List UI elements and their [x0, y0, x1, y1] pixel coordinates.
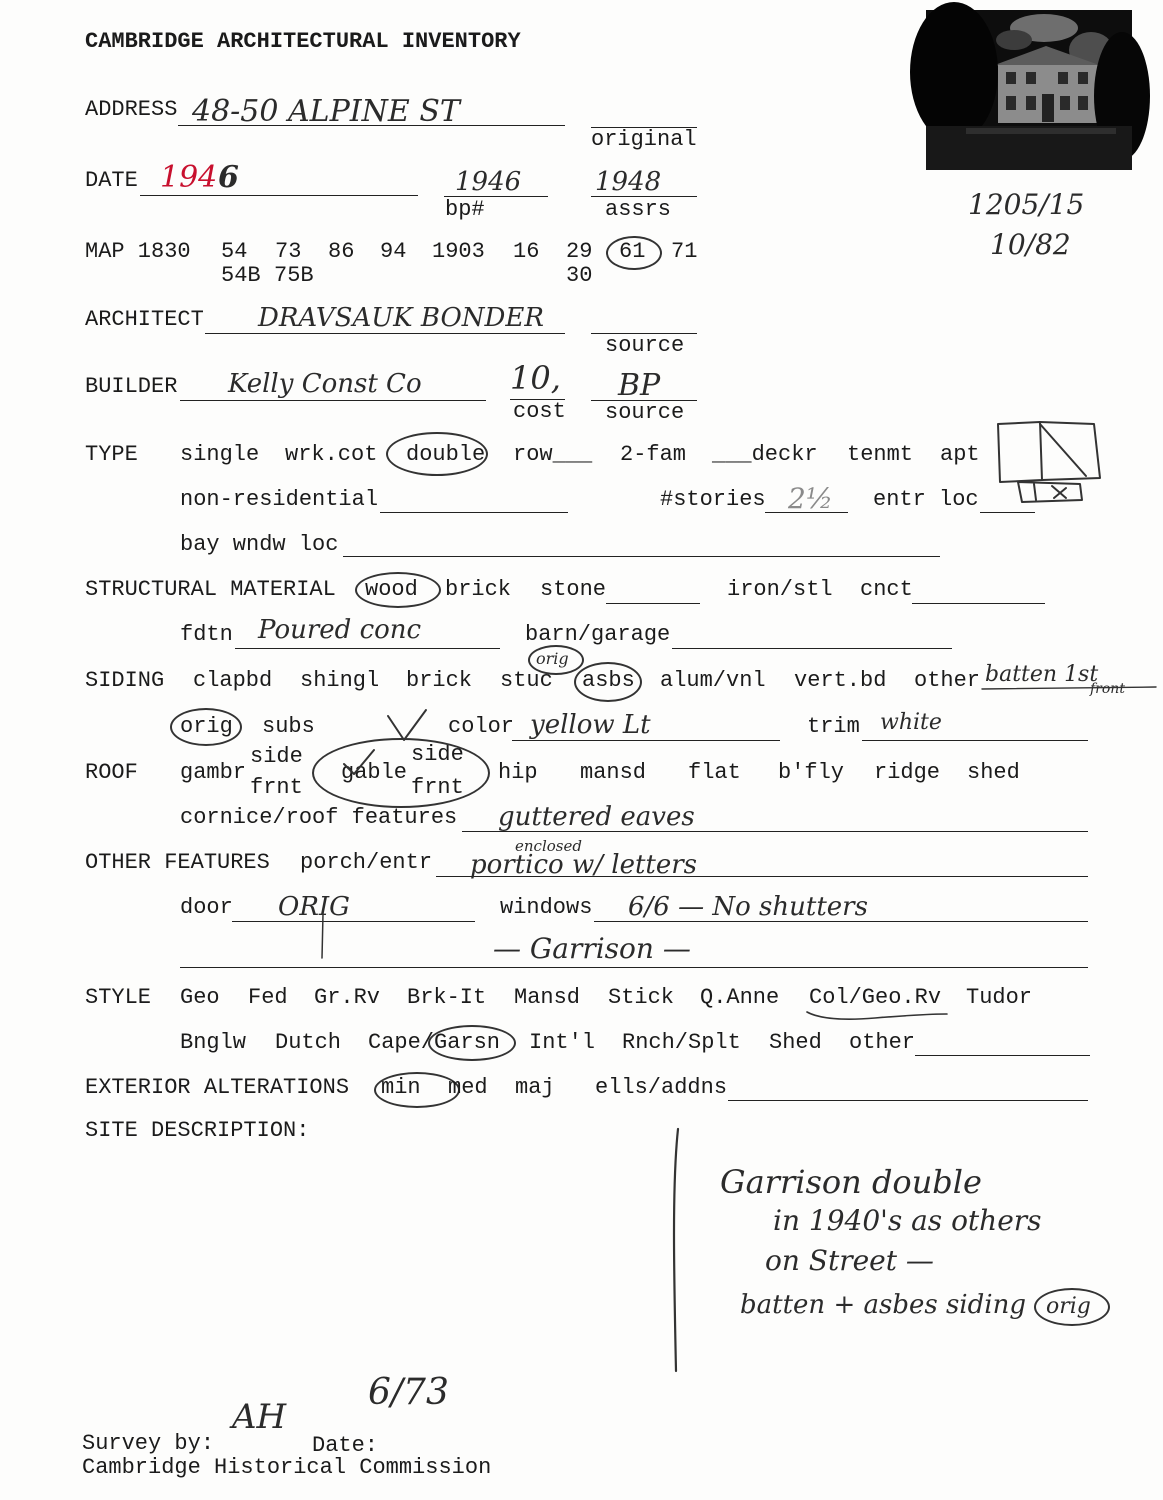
map-year: 16	[513, 239, 540, 264]
stone-line	[606, 603, 700, 604]
siding-option: shingl	[300, 668, 380, 693]
photo-note-ref: 1205/15	[968, 188, 1085, 221]
roof-gambr-side: side	[250, 744, 303, 769]
style-option: Fed	[248, 985, 288, 1010]
map-year: 73	[275, 239, 302, 264]
roof-option: mansd	[580, 760, 647, 785]
style-option: Garsn	[434, 1030, 501, 1055]
structural-option: stone	[540, 577, 607, 602]
roof-option: gambr	[180, 760, 247, 785]
site-note-circled: orig	[1046, 1294, 1091, 1319]
map-61-circle	[606, 236, 662, 270]
bay-window-label: bay wndw loc	[180, 532, 339, 557]
structural-option: brick	[445, 577, 512, 602]
survey-date-label: Date:	[312, 1433, 379, 1458]
garsn-circle	[428, 1025, 516, 1061]
date-line	[140, 195, 418, 196]
roof-gable-frnt: frnt	[411, 775, 464, 800]
type-option: ___deckr	[712, 442, 818, 467]
stuc-note: orig	[536, 649, 569, 668]
style-option: Bnglw	[180, 1030, 247, 1055]
door-value: ORIG	[278, 892, 350, 922]
date-value: 194	[160, 160, 218, 195]
bp-label: bp#	[445, 197, 485, 222]
type-option: row___	[513, 442, 593, 467]
stories-value: 2½	[788, 482, 833, 515]
assrs-value: 1948	[595, 167, 662, 197]
siding-option: clapbd	[193, 668, 273, 693]
door-line	[232, 921, 475, 922]
cost-label: cost	[513, 399, 566, 424]
color-line	[512, 740, 780, 741]
house-photo	[926, 10, 1132, 170]
style-option: Rnch/Splt	[622, 1030, 741, 1055]
alteration-option: med	[448, 1075, 488, 1100]
map-year: 54	[221, 239, 248, 264]
architect-line	[205, 333, 565, 334]
entr-loc-label: entr loc	[873, 487, 979, 512]
structural-option: wood	[365, 577, 418, 602]
siding-option: asbs	[582, 668, 635, 693]
survey-date-value: 6/73	[368, 1372, 449, 1413]
trim-label: trim	[807, 714, 860, 739]
siding-option: stuc	[500, 668, 553, 693]
map-year: 1903	[432, 239, 485, 264]
site-note: batten + asbes siding	[740, 1290, 1026, 1320]
porch-value: portico w/ letters	[470, 850, 698, 880]
siding-option: alum/vnl	[660, 668, 766, 693]
map-label: MAP 1830	[85, 239, 191, 264]
architect-value: DRAVSAUK BONDER	[258, 303, 544, 333]
surveyor-initials: AH	[232, 1397, 287, 1437]
site-note: on Street —	[765, 1244, 934, 1277]
structural-label: STRUCTURAL MATERIAL	[85, 577, 336, 602]
windows-label: windows	[500, 895, 593, 920]
barn-garage-line	[672, 648, 952, 649]
map-year: 29	[566, 239, 593, 264]
extra-features-value: — Garrison —	[493, 932, 691, 965]
ells-addns-line	[728, 1100, 1088, 1101]
map-year: 61	[619, 239, 646, 264]
fdtn-label: fdtn	[180, 622, 233, 647]
color-label: color	[448, 714, 515, 739]
date-label: DATE	[85, 168, 138, 193]
siding-other-line	[980, 680, 1158, 696]
door-stroke	[318, 912, 328, 962]
roof-gable-side: side	[411, 742, 464, 767]
style-other-line	[915, 1055, 1090, 1056]
style-option: Mansd	[514, 985, 581, 1010]
original-label: original	[591, 127, 697, 152]
date-value-overwrite: 6	[218, 160, 239, 195]
roof-option: gable	[341, 760, 408, 785]
roof-option: b'fly	[778, 760, 845, 785]
builder-label: BUILDER	[85, 374, 178, 399]
ells-addns-label: ells/addns	[595, 1075, 728, 1100]
stories-label: #stories	[660, 487, 766, 512]
type-option: double	[406, 442, 486, 467]
other-features-label: OTHER FEATURES	[85, 850, 270, 875]
roof-option: ridge	[874, 760, 941, 785]
type-option: 2-fam	[620, 442, 687, 467]
color-value: yellow Lt	[530, 710, 651, 740]
alteration-option: min	[381, 1075, 421, 1100]
style-option: Q.Anne	[700, 985, 780, 1010]
style-option: Dutch	[275, 1030, 342, 1055]
col-geo-underline	[805, 1006, 950, 1026]
builder-value: Kelly Const Co	[228, 369, 422, 399]
form-title: CAMBRIDGE ARCHITECTURAL INVENTORY	[85, 29, 521, 54]
style-option: Tudor	[966, 985, 1033, 1010]
type-label: TYPE	[85, 442, 138, 467]
site-note-bracket	[664, 1125, 688, 1375]
siding-option: other	[914, 668, 981, 693]
type-option: apt	[940, 442, 980, 467]
orig-label: orig	[180, 714, 233, 739]
gable-circle	[312, 738, 490, 808]
style-option: other	[849, 1030, 916, 1055]
nonres-line	[380, 512, 568, 513]
photo-note-date: 10/82	[990, 228, 1071, 261]
roof-option: hip	[498, 760, 538, 785]
style-label: STYLE	[85, 985, 152, 1010]
builder-line	[180, 400, 486, 401]
builder-source-value: BP	[618, 368, 661, 403]
style-option: Brk-It	[407, 985, 487, 1010]
trim-value: white	[880, 710, 942, 735]
fdtn-value: Poured conc	[258, 615, 422, 645]
siding-other-value-2: front	[1090, 681, 1125, 697]
address-value: 48-50 ALPINE ST	[192, 94, 460, 129]
site-description-label: SITE DESCRIPTION:	[85, 1118, 310, 1143]
survey-by-label: Survey by:	[82, 1431, 215, 1456]
entrance-sketch	[1012, 476, 1088, 516]
check-mark	[340, 748, 380, 776]
type-double-circle	[386, 432, 488, 476]
map-year: 94	[380, 239, 407, 264]
map-year: 71	[671, 239, 698, 264]
address-label: ADDRESS	[85, 97, 178, 122]
roof-option: shed	[967, 760, 1020, 785]
style-option: Int'l	[529, 1030, 596, 1055]
site-note-circle	[1034, 1288, 1110, 1326]
barn-garage-label: barn/garage	[525, 622, 671, 647]
siding-label: SIDING	[85, 668, 165, 693]
builder-source-label: source	[605, 400, 685, 425]
cnct-line	[912, 603, 1045, 604]
stuc-note-circle	[528, 645, 584, 675]
windows-value: 6/6 — No shutters	[628, 892, 868, 922]
type-option: single	[180, 442, 260, 467]
type-option: tenmt	[847, 442, 914, 467]
nonres-label: non-residential	[180, 487, 379, 512]
alterations-label: EXTERIOR ALTERATIONS	[85, 1075, 350, 1100]
asbs-circle	[574, 662, 642, 702]
trim-line	[862, 740, 1088, 741]
type-option: wrk.cot	[285, 442, 378, 467]
style-option: Stick	[608, 985, 675, 1010]
style-option: Cape/	[368, 1030, 435, 1055]
commission-name: Cambridge Historical Commission	[82, 1455, 492, 1480]
alteration-option: maj	[515, 1075, 555, 1100]
extra-features-line	[180, 967, 1088, 968]
map-year: 30	[566, 263, 593, 288]
style-option: Geo	[180, 985, 220, 1010]
cornice-value: guttered eaves	[498, 802, 695, 832]
map-year: 54B	[221, 263, 261, 288]
porch-label: porch/entr	[300, 850, 433, 875]
roof-label: ROOF	[85, 760, 138, 785]
bay-window-line	[343, 556, 940, 557]
siding-other-value: batten 1st	[985, 662, 1099, 687]
style-option: Shed	[769, 1030, 822, 1055]
architect-label: ARCHITECT	[85, 307, 204, 332]
style-option: Gr.Rv	[314, 985, 381, 1010]
assrs-label: assrs	[605, 197, 672, 222]
subs-label: subs	[262, 714, 315, 739]
structural-option: iron/stl	[727, 577, 833, 602]
roof-gambr-frnt: frnt	[250, 775, 303, 800]
bp-value: 1946	[455, 167, 522, 197]
porch-note: enclosed	[515, 837, 582, 855]
siding-option: brick	[406, 668, 473, 693]
door-label: door	[180, 895, 233, 920]
style-option: Col/Geo.Rv	[809, 985, 942, 1010]
map-year: 86	[328, 239, 355, 264]
site-note: in 1940's as others	[773, 1204, 1042, 1237]
orig-circle	[170, 708, 242, 746]
siding-option: vert.bd	[794, 668, 887, 693]
architect-source-label: source	[605, 333, 685, 358]
cornice-label: cornice/roof features	[180, 805, 458, 830]
structural-option: cnct	[860, 577, 913, 602]
site-note: Garrison double	[720, 1163, 982, 1201]
wood-circle	[355, 572, 441, 608]
fdtn-line	[235, 648, 500, 649]
map-year: 75B	[274, 263, 314, 288]
cost-value: 10,	[510, 359, 561, 397]
roof-option: flat	[688, 760, 741, 785]
